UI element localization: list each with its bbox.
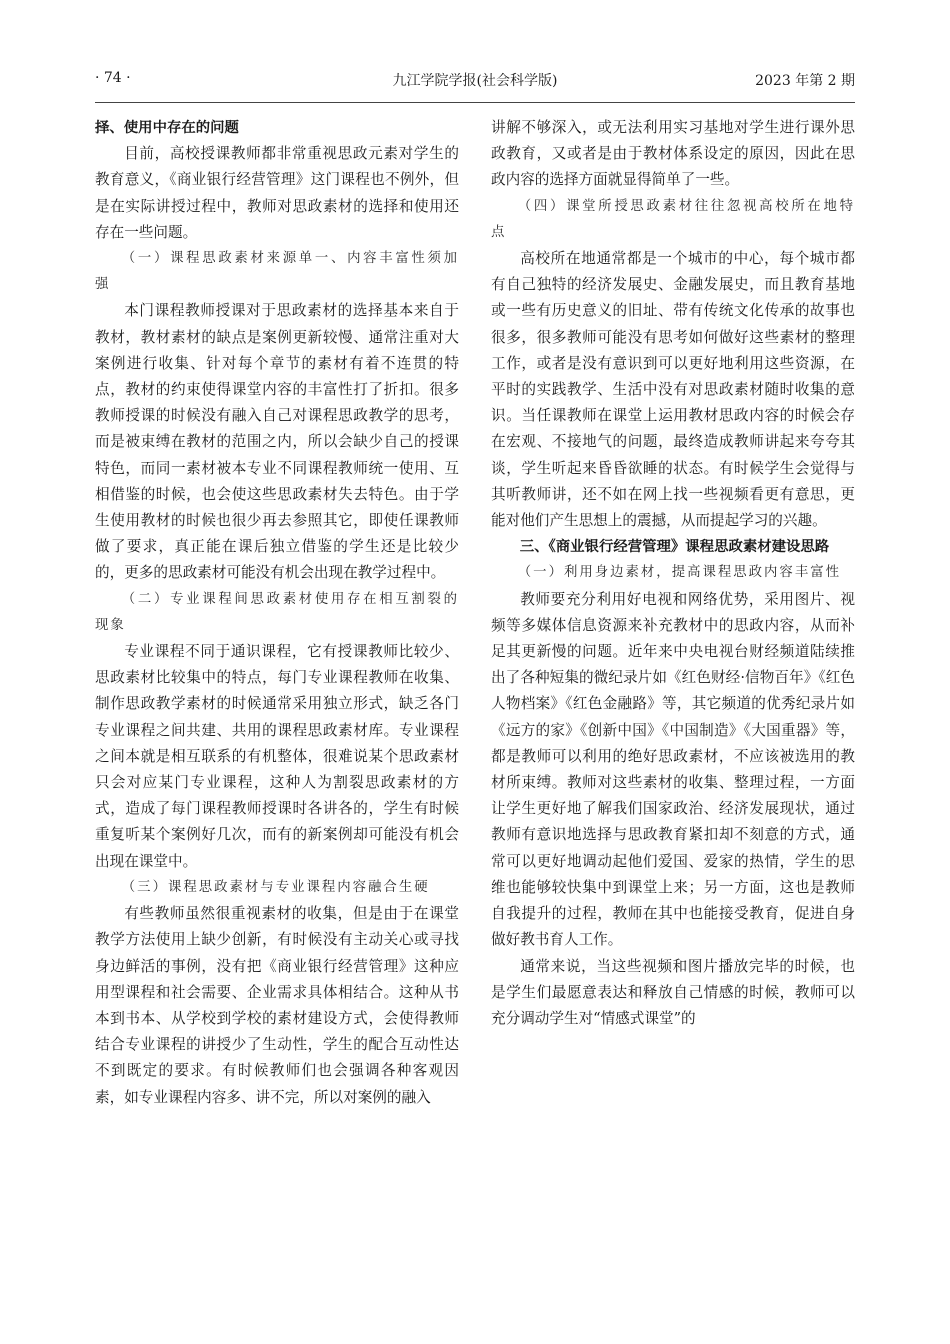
- paragraph: 通常来说，当这些视频和图片播放完毕的时候，也是学生们最愿意表达和释放自己情感的时候，教师可以充分调动学生对“情感式课堂”的: [491, 957, 855, 1027]
- journal-title: 九江学院学报(社会科学版): [392, 73, 558, 89]
- paragraph-continued: 讲解不够深入，或无法利用实习基地对学生进行课外思政教育，又或者是由于教材体系设定的原因，因此在思政内容的选择方面就显得简单了一些。: [491, 119, 855, 189]
- paragraph: 教师要充分利用好电视和网络优势，采用图片、视频等多媒体信息资源来补充教材中的思政内容，从而补足其更新慢的问题。近年来中央电视台财经频道陆续推出了各种短集的微纪录片如《红色财经·信物百年》《红色人物档案》《红色金融路》等，其它频道的优秀纪录片如《远方的家》《创新中国》《中国制造》《大国重器》等，都是教师可以利用的绝好思政素材，不应该被选用的教材所束缚。教师对这些素材的收集、整理过程，一方面让学生更好地了解我们国家政治、经济发展现状，通过教师有意识地选择与思政教育紧扣却不刻意的方式，通常可以更好地调动起他们爱国、爱家的热情，学生的思维也能够较快集中到课堂上来；另一方面，这也是教师自我提升的过程，教师在其中也能接受教育，促进自身做好教书育人工作。: [491, 590, 855, 949]
- paragraph: 专业课程不同于通识课程，它有授课教师比较少、思政素材比较集中的特点，每门专业课程教师在收集、制作思政教学素材的时候通常采用独立形式，缺乏各门专业课程之间共建、共用的课程思政素材库。专业课程之间本就是相互联系的有机整体，很难说某个思政素材只会对应某门专业课程，这种人为割裂思政素材的方式，造成了每门课程教师授课时各讲各的，学生有时候重复听某个案例好几次，而有的新案例却可能没有机会出现在课堂中。: [95, 643, 459, 870]
- subsection-heading: （三）课程思政素材与专业课程内容融合生硬: [121, 879, 430, 895]
- subsection-heading: （四）课堂所授思政素材往往忽视高校所在地特点: [491, 198, 855, 240]
- paragraph: 目前，高校授课教师都非常重视思政元素对学生的教育意义，《商业银行经营管理》这门课程也不例外，但是在实际讲授过程中，教师对思政素材的选择和使用还存在一些问题。: [95, 145, 459, 241]
- section-heading-continued: 择、使用中存在的问题: [95, 120, 239, 136]
- paragraph: 有些教师虽然很重视素材的收集，但是由于在课堂教学方法使用上缺少创新，有时候没有主动关心或寻找身边鲜活的事例，没有把《商业银行经营管理》这种应用型课程和社会需要、企业需求具体相结合。这种从书本到书本、从学校到学校的素材建设方式，会使得教师结合专业课程的讲授少了生动性，学生的配合互动性达不到既定的要求。有时候教师们也会强调各种客观因素，如专业课程内容多、讲不完，所以对案例的融入: [95, 905, 459, 1106]
- left-column: [95, 115, 459, 1111]
- header-rule: [95, 102, 855, 103]
- paragraph: 高校所在地通常都是一个城市的中心，每个城市都有自己独特的经济发展史、金融发展史，而且教育基地或一些有历史意义的旧址、带有传统文化传承的故事也很多，很多教师可能没有思考如何做好这些素材的整理工作，或者是没有意识到可以更好地利用这些资源，在平时的实践教学、生活中没有对思政素材随时收集的意识。当任课教师在课堂上运用教材思政内容的时候会存在宏观、不接地气的问题，最终造成教师讲起来夸夸其谈，学生听起来昏昏欲睡的状态。有时候学生会觉得与其听教师讲，还不如在网上找一些视频看更有意思，更能对他们产生思想上的震撼，从而提起学习的兴趣。: [491, 250, 855, 530]
- paragraph: 本门课程教师授课对于思政素材的选择基本来自于教材，教材素材的缺点是案例更新较慢、通常注重对大案例进行收集、针对每个章节的素材有着不连贯的特点，教材的约束使得课堂内容的丰富性打了折扣。很多教师授课的时候没有融入自己对课程思政教学的思考，而是被束缚在教材的范围之内，所以会缺少自己的授课特色，而同一素材被本专业不同课程教师统一使用、互相借鉴的时候，也会使这些思政素材失去特色。由于学生使用教材的时候也很少再去参照其它，即使任课教师做了要求，真正能在课后独立借鉴的学生还是比较少的，更多的思政素材可能没有机会出现在教学过程中。: [95, 302, 459, 582]
- right-column: [491, 115, 855, 1032]
- subsection-heading: （一）利用身边素材，提高课程思政内容丰富性: [517, 565, 841, 581]
- subsection-heading: （一）课程思政素材来源单一、内容丰富性须加强: [95, 251, 459, 293]
- page-number: · 74 ·: [95, 70, 131, 86]
- issue-label: 2023 年第 2 期: [755, 73, 855, 89]
- subsection-heading: （二）专业课程间思政素材使用存在相互割裂的现象: [95, 591, 459, 633]
- section-heading: 三、《商业银行经营管理》课程思政素材建设思路: [519, 539, 830, 556]
- running-header: [95, 70, 855, 92]
